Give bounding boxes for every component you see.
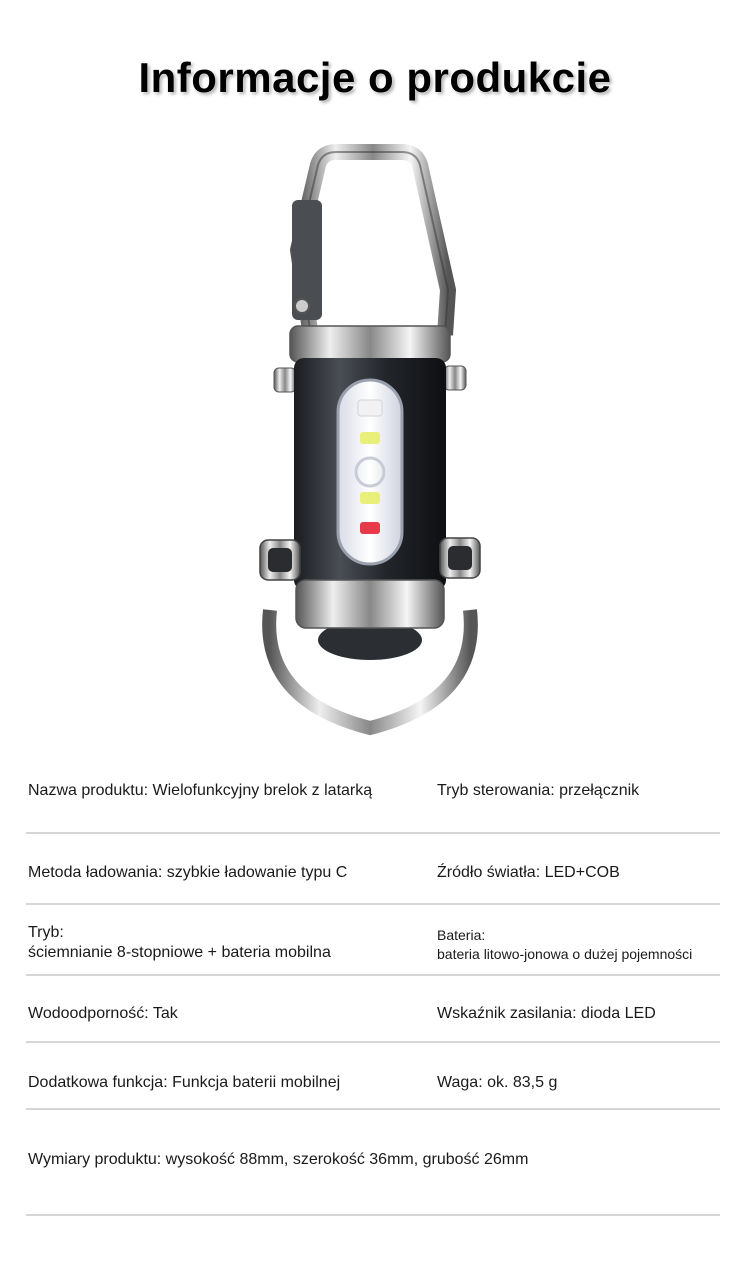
divider (26, 903, 720, 905)
spec-mode-value: ściemnianie 8-stopniowe + bateria mobilna (28, 944, 331, 961)
spec-waterproof: Wodoodporność: Tak (28, 1005, 178, 1022)
spec-extra-function: Dodatkowa funkcja: Funkcja baterii mobilnej (28, 1074, 341, 1091)
divider (26, 1214, 720, 1216)
divider (26, 1108, 720, 1110)
spec-battery-value: bateria litowo-jonowa o dużej pojemności (437, 946, 693, 962)
divider (26, 832, 720, 834)
spec-control-mode: Tryb sterowania: przełącznik (437, 782, 640, 799)
spec-product-name: Nazwa produktu: Wielofunkcyjny brelok z latarką (28, 782, 373, 799)
spec-power-indicator: Wskaźnik zasilania: dioda LED (437, 1005, 656, 1022)
spec-dimensions: Wymiary produktu: wysokość 88mm, szerokość 36mm, grubość 26mm (28, 1151, 529, 1168)
page-title: Informacje o produkcie (138, 54, 612, 101)
spec-light-source: Źródło światła: LED+COB (437, 864, 620, 881)
spec-mode (28, 923, 331, 963)
divider (26, 974, 720, 976)
spec-battery-label: Bateria: (437, 927, 486, 943)
spec-mode-label: Tryb: (28, 924, 64, 941)
keychain-flashlight-image (240, 140, 500, 740)
spec-battery (437, 926, 692, 964)
spec-weight: Waga: ok. 83,5 g (437, 1074, 558, 1091)
divider (26, 1041, 720, 1043)
spec-charging-method: Metoda ładowania: szybkie ładowanie typu C (28, 864, 348, 881)
